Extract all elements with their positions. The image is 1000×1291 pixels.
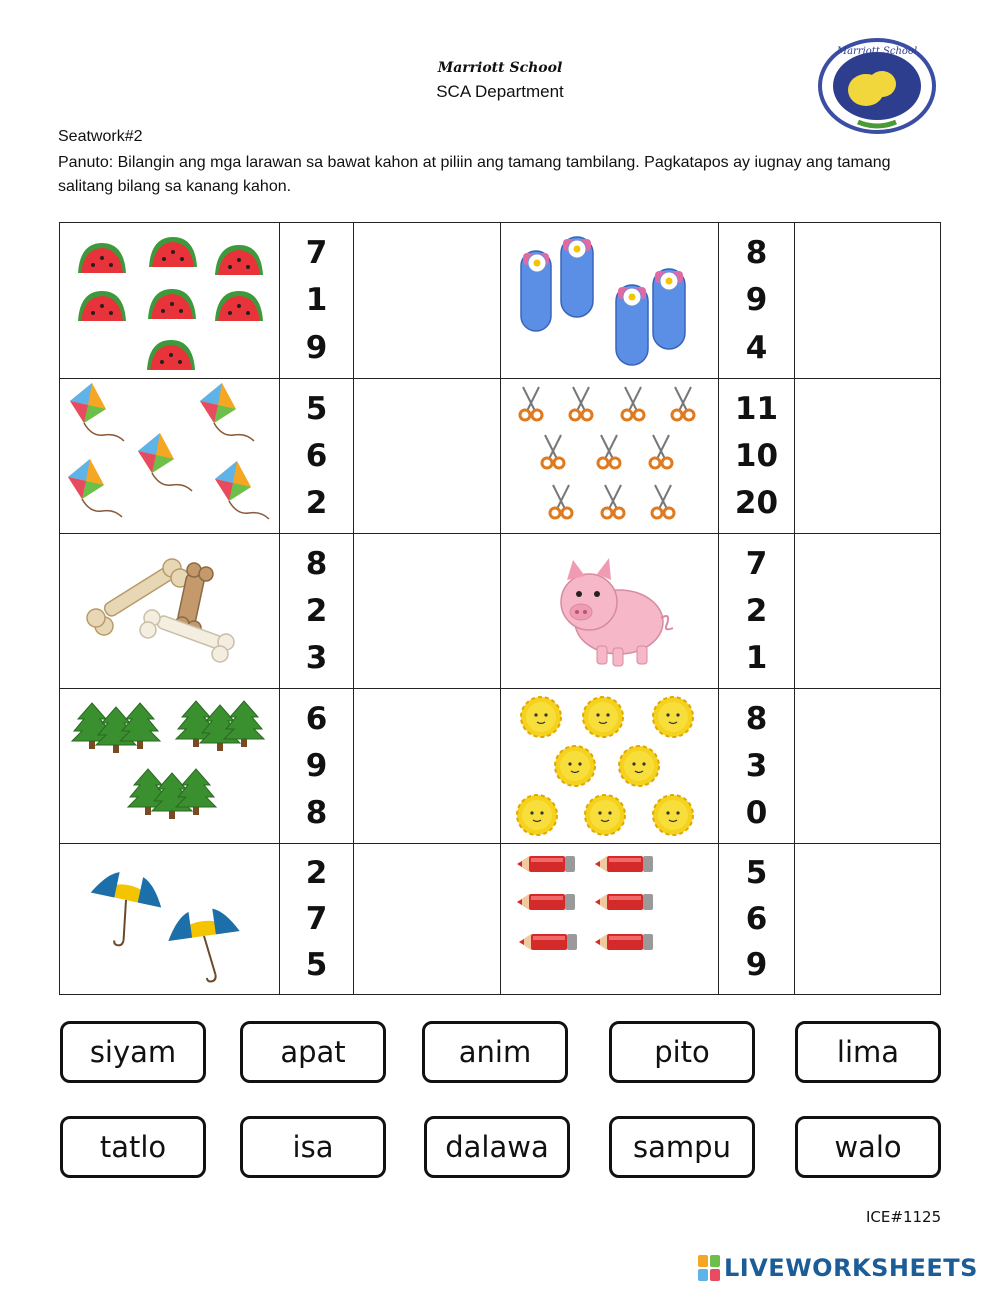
brand-name: LIVEWORKSHEETS — [724, 1254, 978, 1282]
picture-cell — [501, 223, 719, 379]
number-choice[interactable]: 2 — [305, 485, 328, 522]
number-choices — [719, 534, 795, 689]
answer-box[interactable] — [795, 223, 940, 379]
department-name: SCA Department — [436, 82, 564, 101]
number-choices — [280, 534, 354, 689]
number-choice[interactable]: 8 — [745, 700, 768, 737]
picture-cell — [501, 689, 719, 844]
number-choices — [280, 689, 354, 844]
number-choice[interactable]: 11 — [734, 390, 779, 427]
number-choice[interactable]: 9 — [745, 282, 768, 319]
answer-box[interactable] — [354, 223, 501, 379]
answer-box[interactable] — [795, 689, 940, 844]
number-choice[interactable]: 8 — [745, 234, 768, 271]
number-choices — [280, 223, 354, 379]
picture-cell — [501, 379, 719, 534]
number-choice[interactable]: 3 — [745, 747, 768, 784]
number-choice[interactable]: 20 — [734, 485, 779, 522]
word-card[interactable]: anim — [422, 1021, 568, 1083]
answer-box[interactable] — [354, 379, 501, 534]
number-choice[interactable]: 3 — [305, 640, 328, 677]
word-card[interactable]: sampu — [609, 1116, 755, 1178]
bones-picture — [60, 534, 279, 688]
answer-box[interactable] — [795, 844, 940, 994]
number-choice[interactable]: 9 — [745, 947, 768, 983]
liveworksheets-logo-icon — [698, 1255, 720, 1281]
trees-picture — [60, 689, 279, 843]
number-choice[interactable]: 1 — [745, 640, 768, 677]
number-choice[interactable]: 5 — [305, 390, 328, 427]
number-choice[interactable]: 2 — [305, 592, 328, 629]
word-card[interactable]: dalawa — [424, 1116, 570, 1178]
number-choices — [719, 223, 795, 379]
flip-flops-picture — [501, 223, 718, 378]
picture-cell — [501, 844, 719, 994]
number-choice[interactable]: 0 — [745, 795, 768, 832]
picture-cell — [501, 534, 719, 689]
number-choice[interactable]: 6 — [305, 700, 328, 737]
number-choice[interactable]: 2 — [305, 855, 328, 891]
instructions: Panuto: Bilangin ang mga larawan sa bawat kahon at piliin ang tamang tambilang. Pagkatapos ay iugnay ang tamang salitang bilang sa kanang kahon. — [58, 154, 891, 195]
picture-cell — [60, 689, 280, 844]
number-choice[interactable]: 1 — [305, 282, 328, 319]
number-choice[interactable]: 10 — [734, 437, 779, 474]
liveworksheets-brand[interactable] — [698, 1254, 978, 1282]
kites-picture — [60, 379, 279, 533]
picture-cell — [60, 844, 280, 994]
number-choice[interactable]: 7 — [305, 234, 328, 271]
number-choice[interactable]: 5 — [745, 855, 768, 891]
word-card[interactable]: pito — [609, 1021, 755, 1083]
answer-box[interactable] — [354, 844, 501, 994]
picture-cell — [60, 534, 280, 689]
number-choice[interactable]: 2 — [745, 592, 768, 629]
word-card[interactable]: siyam — [60, 1021, 206, 1083]
number-choice[interactable]: 6 — [305, 437, 328, 474]
school-name: Marriott School — [437, 60, 563, 76]
word-card[interactable]: isa — [240, 1116, 386, 1178]
picture-cell — [60, 223, 280, 379]
suns-picture — [501, 689, 718, 843]
number-choices — [719, 844, 795, 994]
word-card[interactable]: tatlo — [60, 1116, 206, 1178]
word-card[interactable]: walo — [795, 1116, 941, 1178]
crayons-picture — [501, 844, 718, 994]
number-choices — [719, 379, 795, 534]
number-choices — [280, 379, 354, 534]
answer-box[interactable] — [795, 534, 940, 689]
answer-box[interactable] — [354, 689, 501, 844]
umbrellas-picture — [60, 844, 279, 994]
word-card[interactable]: lima — [795, 1021, 941, 1083]
number-choice[interactable]: 8 — [305, 545, 328, 582]
number-choice[interactable]: 9 — [305, 747, 328, 784]
word-card[interactable]: apat — [240, 1021, 386, 1083]
number-choice[interactable]: 4 — [745, 330, 768, 367]
watermelon-slices-picture — [60, 223, 279, 378]
pig-picture — [501, 534, 718, 688]
number-choice[interactable]: 7 — [305, 901, 328, 937]
picture-cell — [60, 379, 280, 534]
answer-box[interactable] — [354, 534, 501, 689]
school-logo — [818, 38, 936, 134]
number-choice[interactable]: 6 — [745, 901, 768, 937]
counting-grid — [59, 222, 941, 995]
number-choices — [719, 689, 795, 844]
scissors-picture — [501, 379, 718, 533]
answer-box[interactable] — [795, 379, 940, 534]
number-choice[interactable]: 8 — [305, 795, 328, 832]
worksheet-code: ICE#1125 — [866, 1208, 942, 1226]
number-choice[interactable]: 7 — [745, 545, 768, 582]
number-choice[interactable]: 5 — [305, 947, 328, 983]
number-choice[interactable]: 9 — [305, 330, 328, 367]
seatwork-title: Seatwork#2 — [58, 128, 143, 145]
logo-text: Marriott School — [836, 46, 918, 57]
number-choices — [280, 844, 354, 994]
